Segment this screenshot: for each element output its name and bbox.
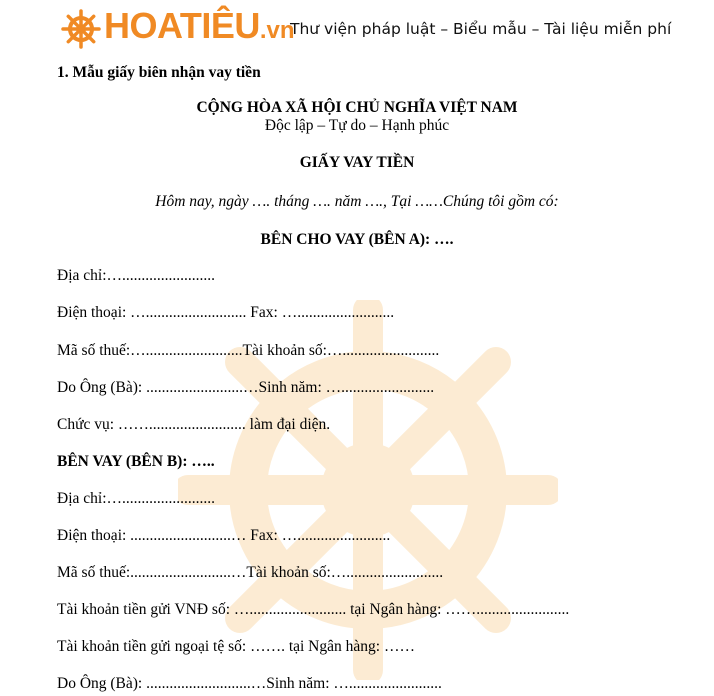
- intro-line: Hôm nay, ngày …. tháng …. năm …., Tại ……Chúng tôi gồm có:: [155, 193, 559, 210]
- party-a-representative: Do Ông (Bà): .........................…Sinh năm: …........................: [57, 379, 435, 396]
- party-a-address: Địa chỉ:…........................: [57, 267, 215, 284]
- logo-brand-text: HOATIÊU: [104, 5, 260, 46]
- national-motto: Độc lập – Tự do – Hạnh phúc: [264, 117, 450, 134]
- logo-domain-text: .vn: [259, 17, 295, 44]
- party-b-representative: Do Ông (Bà): ...........................…Sinh năm: …........................: [57, 675, 442, 692]
- party-b-foreign-account: Tài khoản tiền gửi ngoại tệ số: ……. tại Ngân hàng: ……: [57, 638, 415, 655]
- party-b-heading: BÊN VAY (BÊN B): …..: [57, 453, 215, 470]
- party-a-tax: Mã số thuế:….........................Tài khoản số:….........................: [57, 342, 440, 359]
- party-b-address: Địa chỉ:…........................: [57, 490, 215, 507]
- party-a-position: Chức vụ: ……......................... làm đại diện.: [57, 416, 331, 433]
- section-heading: 1. Mẫu giấy biên nhận vay tiền: [57, 64, 261, 81]
- party-b-phone: Điện thoại: ..........................… Fax: …........................: [57, 527, 391, 544]
- site-tagline: Thư viện pháp luật – Biểu mẫu – Tài liệu miễn phí: [290, 20, 672, 38]
- party-b-vnd-account: Tài khoản tiền gửi VNĐ số: …......................... tại Ngân hàng: ……........................: [57, 601, 570, 618]
- party-a-heading: BÊN CHO VAY (BÊN A): ….: [260, 231, 454, 248]
- national-title: CỘNG HÒA XÃ HỘI CHỦ NGHĨA VIỆT NAM: [196, 99, 518, 116]
- party-b-tax: Mã số thuế:..........................…Tài khoản số:….........................: [57, 564, 444, 581]
- document-title: GIẤY VAY TIỀN: [299, 154, 415, 171]
- party-a-phone: Điện thoại: ….......................... Fax: ….........................: [57, 304, 395, 321]
